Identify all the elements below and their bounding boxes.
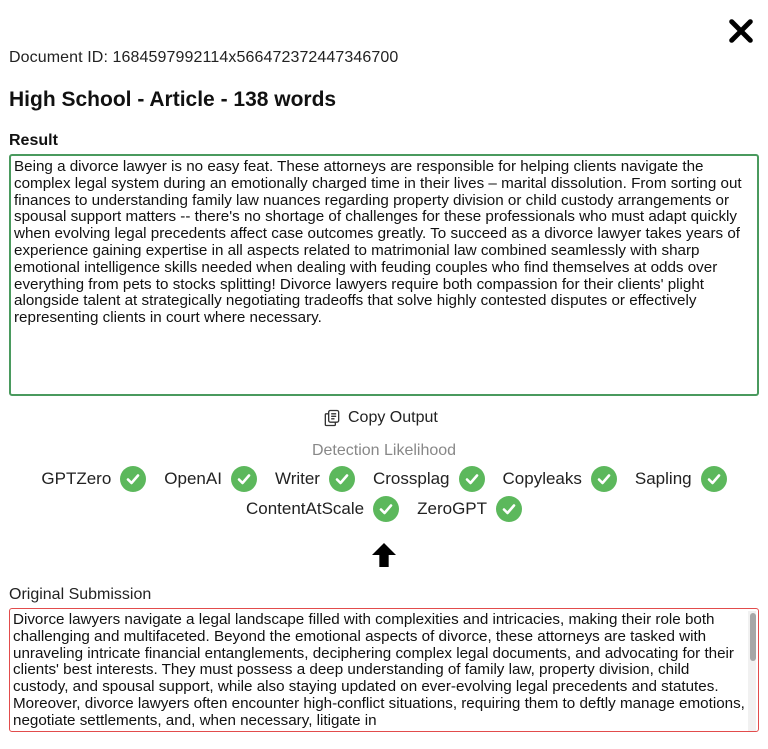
copy-icon bbox=[322, 408, 342, 428]
check-icon bbox=[591, 466, 617, 492]
detector-writer bbox=[275, 466, 355, 492]
detector-name: Copyleaks bbox=[502, 469, 582, 488]
detector-name: Writer bbox=[274, 469, 320, 488]
original-submission-textarea[interactable] bbox=[9, 608, 759, 732]
result-label: Result bbox=[9, 132, 58, 149]
page-title: High School - Article - 138 words bbox=[9, 88, 337, 111]
result-textarea[interactable]: Being a divorce lawyer is no easy feat. These attorneys are responsible for helping clients navigate the complex legal system during an emotionally charged time in their lives – marital dissolution. From sorting out finances to understanding family law nuances regarding property division or child custody arrangements or spousal support matters -- there's no shortage of challenges for these professionals who must adapt quickly when evolving legal precedents affect case outcomes greatly. To succeed as a divorce lawyer takes years of experience gaining expertise in all aspects related to matrimonial law combined seamlessly with sharp emotional intelligence skills needed when dealing with feuding couples who find themselves at odds over everything from pets to stocks splitting! Divorce lawyers require both compassion for their clients' plight alongside talent at strategically negotiating tradeoffs that solve highly contested disputes or effectively representing clients in court where necessary. bbox=[9, 154, 759, 396]
check-icon bbox=[231, 466, 257, 492]
copy-output-button[interactable] bbox=[322, 407, 438, 429]
detectors-row-1 bbox=[0, 466, 768, 492]
close-button[interactable] bbox=[724, 14, 758, 48]
document-id: Document ID: 1684597992114x566472372447346700 bbox=[9, 49, 399, 66]
detector-crossplag bbox=[373, 466, 485, 492]
scrollbar[interactable] bbox=[748, 611, 756, 731]
check-icon bbox=[496, 496, 522, 522]
detector-name: OpenAI bbox=[164, 469, 222, 488]
check-icon bbox=[373, 496, 399, 522]
detectors-row-2 bbox=[0, 496, 768, 522]
arrow-up-icon bbox=[368, 539, 400, 571]
original-submission-label: Original Submission bbox=[9, 586, 152, 603]
check-icon bbox=[329, 466, 355, 492]
detector-contentatscale bbox=[246, 496, 399, 522]
detection-likelihood-label: Detection Likelihood bbox=[311, 442, 457, 459]
detector-gptzero bbox=[41, 466, 146, 492]
check-icon bbox=[701, 466, 727, 492]
detector-openai bbox=[164, 466, 257, 492]
close-icon bbox=[727, 17, 755, 45]
copy-output-label: Copy Output bbox=[348, 409, 438, 426]
original-submission-text: Divorce lawyers navigate a legal landscape filled with complexities and intricacies, making their role both challenging and multifaceted. Beyond the emotional aspects of divorce, these attorneys are tasked with unraveling intricate financial entanglements, deciphering complex legal documents, and advocating for their clients' best interests. They must possess a deep understanding of family law, property division, child custody, and spousal support, while also staying updated on ever-evolving legal precedents and statutes. Moreover, divorce lawyers often encounter high-conflict situations, requiring them to deftly manage emotions, negotiate settlements, and, when necessary, litigate in bbox=[13, 611, 745, 729]
check-icon bbox=[120, 466, 146, 492]
detector-name: Crossplag bbox=[372, 469, 450, 488]
detector-name: ZeroGPT bbox=[417, 499, 488, 518]
detector-sapling bbox=[635, 466, 727, 492]
arrow-up-button[interactable] bbox=[366, 538, 402, 572]
detector-name: Sapling bbox=[634, 469, 692, 488]
scrollbar-thumb[interactable] bbox=[750, 613, 756, 661]
detector-zerogpt bbox=[417, 496, 522, 522]
detector-name: ContentAtScale bbox=[245, 499, 365, 518]
detector-copyleaks bbox=[503, 466, 617, 492]
check-icon bbox=[459, 466, 485, 492]
detector-name: GPTZero bbox=[41, 469, 112, 488]
